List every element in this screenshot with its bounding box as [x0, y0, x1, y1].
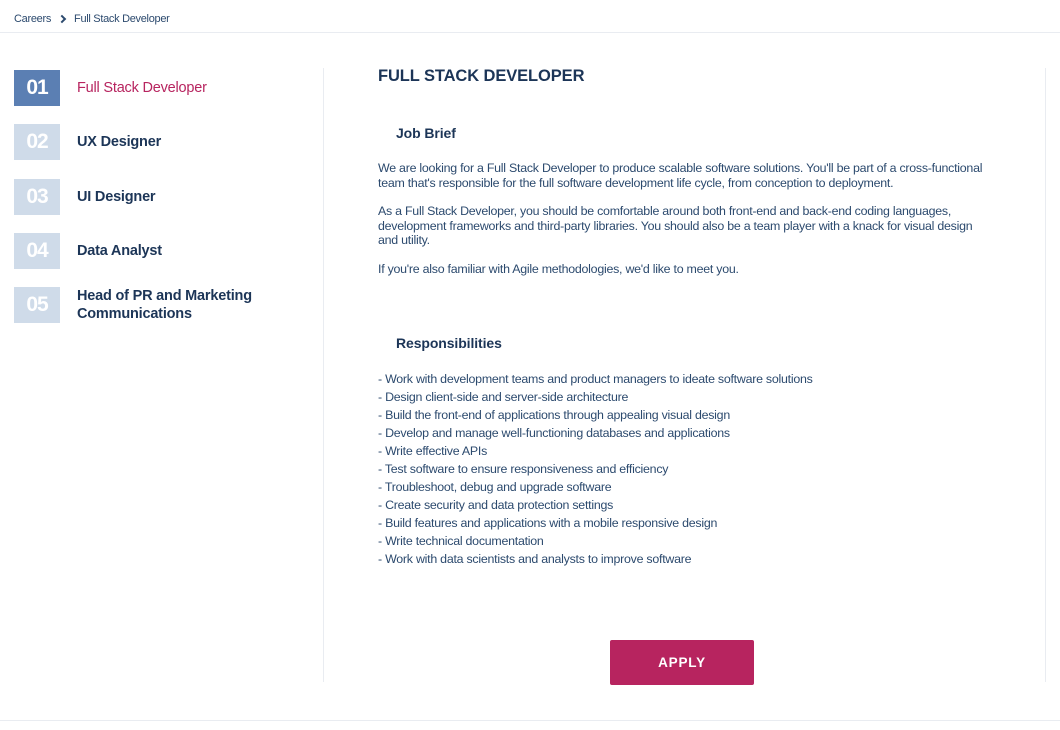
job-item-data-analyst[interactable] [14, 233, 277, 269]
sidebar-divider [323, 68, 324, 682]
job-brief [378, 161, 988, 290]
breadcrumb-current: Full Stack Developer [74, 13, 170, 25]
job-number: 03 [14, 179, 60, 215]
chevron-right-icon [59, 13, 67, 25]
list-item: - Test software to ensure responsiveness and efficiency [378, 462, 669, 476]
brief-paragraph: As a Full Stack Developer, you should be comfortable around both front-end and back-end coding languages, development frameworks and third-party libraries. You should also be a team player with a knack for visual design and utility. [378, 204, 973, 247]
list-item: - Develop and manage well-functioning databases and applications [378, 426, 730, 440]
breadcrumb-careers-link[interactable]: Careers [14, 13, 52, 25]
list-item: - Write technical documentation [378, 534, 544, 548]
job-label: Data Analyst [77, 243, 162, 259]
job-label: Head of PR and Marketing Communications [77, 288, 252, 322]
list-item: - Write effective APIs [378, 444, 488, 458]
apply-button[interactable]: APPLY [610, 640, 754, 685]
job-item-head-of-pr[interactable] [14, 287, 277, 323]
list-item: - Build the front-end of applications through appealing visual design [378, 408, 730, 422]
responsibilities-list [378, 370, 988, 568]
responsibilities-heading: Responsibilities [396, 335, 502, 351]
job-number: 02 [14, 124, 60, 160]
job-label: UI Designer [77, 189, 156, 205]
job-number: 04 [14, 233, 60, 269]
list-item: - Troubleshoot, debug and upgrade software [378, 480, 612, 494]
header-divider [0, 32, 1060, 33]
footer-divider [0, 720, 1060, 721]
breadcrumb [14, 13, 170, 25]
job-details [378, 66, 988, 566]
job-item-full-stack-developer[interactable] [14, 70, 277, 106]
brief-paragraph: If you're also familiar with Agile methodologies, we'd like to meet you. [378, 261, 739, 276]
job-label: Full Stack Developer [77, 80, 207, 96]
list-item: - Work with development teams and product managers to ideate software solutions [378, 372, 813, 386]
list-item: - Work with data scientists and analysts to improve software [378, 552, 692, 566]
job-number: 05 [14, 287, 60, 323]
list-item: - Create security and data protection settings [378, 498, 614, 512]
job-item-ui-designer[interactable] [14, 179, 277, 215]
list-item: - Build features and applications with a mobile responsive design [378, 516, 718, 530]
content-divider [1045, 68, 1046, 682]
job-number: 01 [14, 70, 60, 106]
list-item: - Design client-side and server-side architecture [378, 390, 629, 404]
job-brief-heading: Job Brief [396, 125, 456, 141]
job-label: UX Designer [77, 134, 162, 150]
job-item-ux-designer[interactable] [14, 124, 277, 160]
brief-paragraph: We are looking for a Full Stack Developer to produce scalable software solutions. You'll be part of a cross-functional team that's responsible for the full software development life cycle, from conception to deployment. [378, 161, 983, 190]
job-title: FULL STACK DEVELOPER [378, 67, 585, 85]
